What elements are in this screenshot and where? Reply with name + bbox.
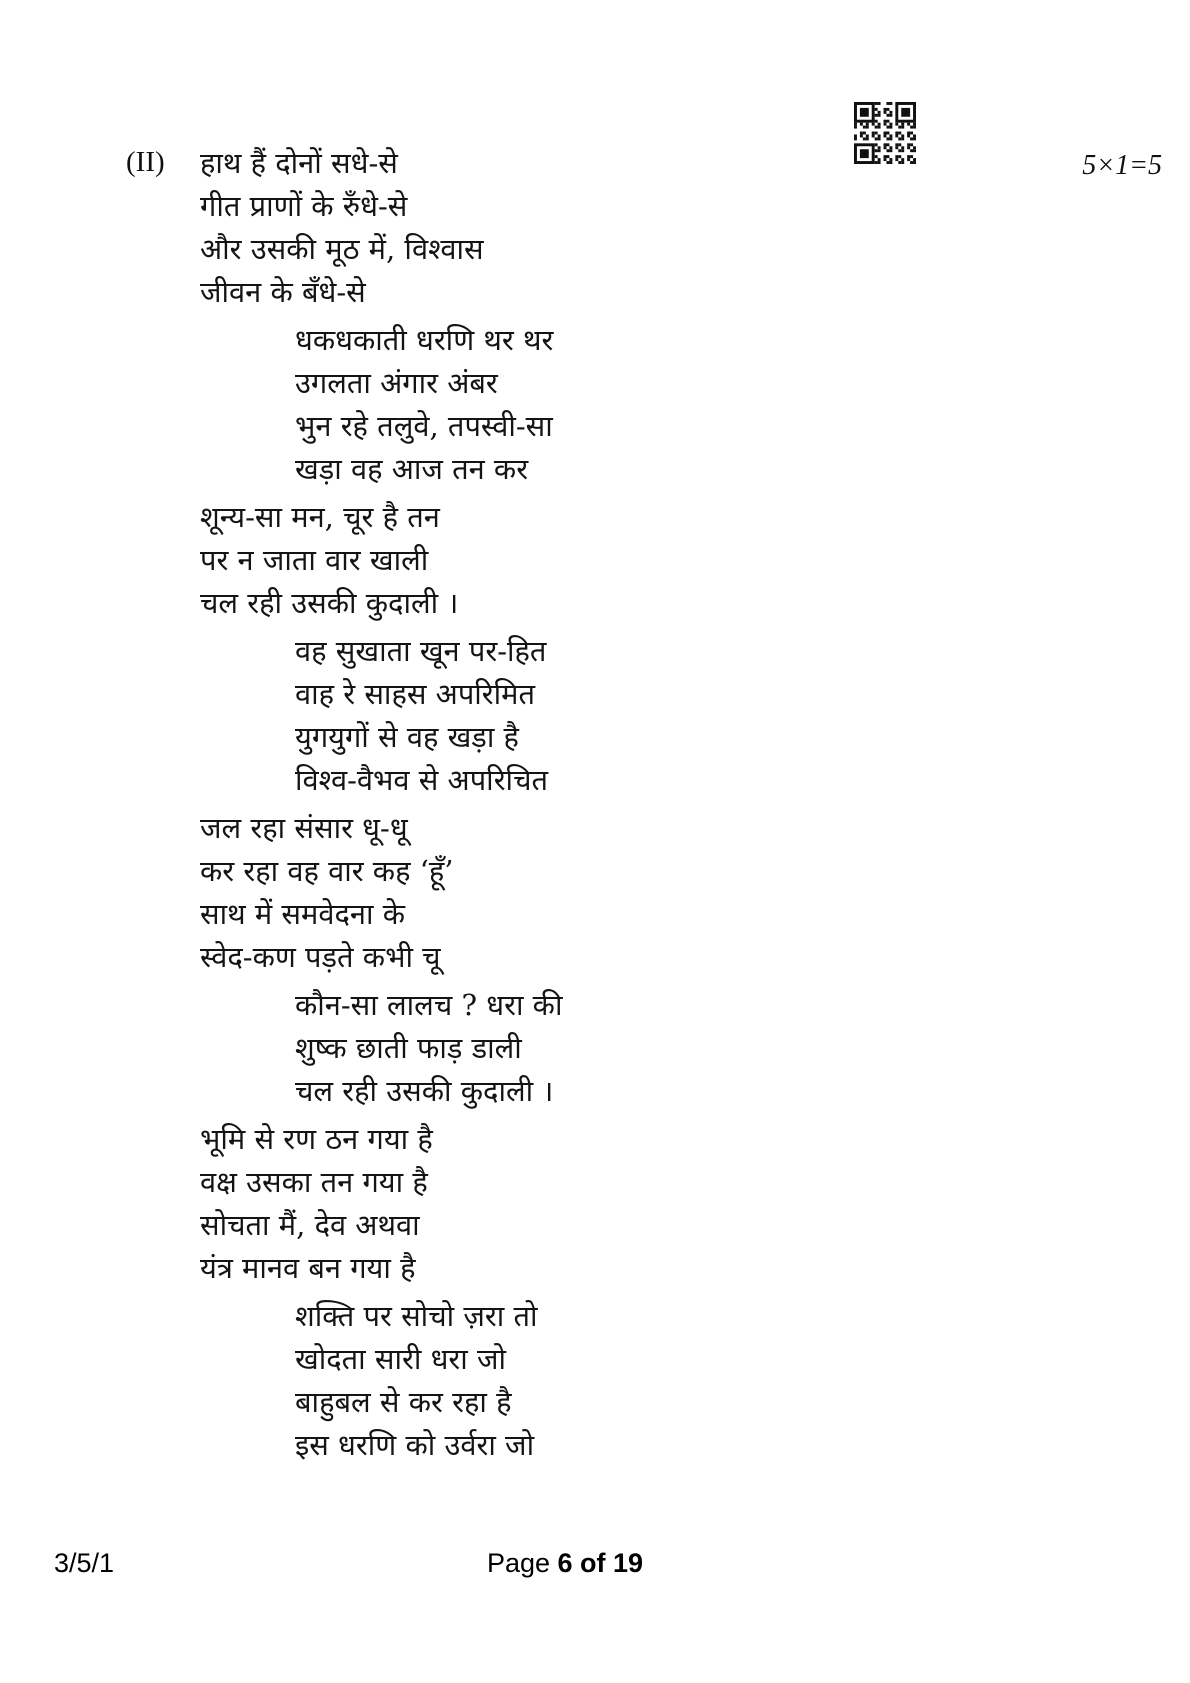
poem-line: धकधकाती धरणि थर थर <box>295 323 554 357</box>
poem-line: और उसकी मूठ में, विश्वास <box>200 232 484 266</box>
poem-line: साथ में समवेदना के <box>200 897 405 931</box>
poem-extract <box>200 142 562 1472</box>
stanza <box>200 1295 562 1467</box>
page-prefix: Page <box>486 1548 550 1578</box>
poem-line: सोचता मैं, देव अथवा <box>200 1208 420 1242</box>
poem-line: शून्य-सा मन, चूर है तन <box>200 500 440 534</box>
stanza <box>200 142 562 314</box>
poem-line: भूमि से रण ठन गया है <box>200 1122 433 1156</box>
poem-line: युगयुगों से वह खड़ा है <box>295 720 519 754</box>
marks-label: 5×1=5 <box>1082 150 1162 181</box>
poem-line: विश्व-वैभव से अपरिचित <box>295 763 549 797</box>
page-count: 6 of 19 <box>557 1548 644 1578</box>
poem-line: जीवन के बँधे-से <box>200 275 366 309</box>
stanza <box>200 1118 562 1290</box>
poem-line: बाहुबल से कर रहा है <box>295 1385 512 1419</box>
stanza <box>200 496 562 625</box>
stanza <box>200 319 562 491</box>
poem-line: चल रही उसकी कुदाली । <box>295 1074 554 1108</box>
poem-line: शुष्क छाती फाड़ डाली <box>295 1031 522 1065</box>
poem-line: गीत प्राणों के रुँधे-से <box>200 189 408 223</box>
poem-line: शक्ति पर सोचो ज़रा तो <box>295 1299 538 1333</box>
qr-code-icon <box>854 102 916 164</box>
poem-line: यंत्र मानव बन गया है <box>200 1251 416 1285</box>
poem-line: इस धरणि को उर्वरा जो <box>295 1428 535 1462</box>
poem-line: चल रही उसकी कुदाली । <box>200 586 459 620</box>
question-number: (II) <box>126 146 165 178</box>
poem-line: उगलता अंगार अंबर <box>295 366 498 400</box>
page-number <box>0 1548 1130 1579</box>
stanza <box>200 630 562 802</box>
paper-code: 3/5/1 <box>54 1548 115 1578</box>
poem-line: खड़ा वह आज तन कर <box>295 452 529 486</box>
poem-line: कौन-सा लालच ? धरा की <box>295 988 563 1022</box>
poem-line: खोदता सारी धरा जो <box>295 1342 507 1376</box>
stanza <box>200 807 562 979</box>
stanza <box>200 984 562 1113</box>
poem-line: स्वेद-कण पड़ते कभी चू <box>200 940 441 974</box>
poem-line: भुन रहे तलुवे, तपस्वी-सा <box>295 409 553 443</box>
poem-line: पर न जाता वार खाली <box>200 543 429 577</box>
poem-line: वक्ष उसका तन गया है <box>200 1165 428 1199</box>
poem-line: कर रहा वह वार कह ‘हूँ’ <box>200 854 454 888</box>
poem-line: वाह रे साहस अपरिमित <box>295 677 536 711</box>
poem-line: वह सुखाता खून पर-हित <box>295 634 547 668</box>
poem-line: जल रहा संसार धू-धू <box>200 811 408 845</box>
poem-line: हाथ हैं दोनों सधे-से <box>200 146 398 180</box>
